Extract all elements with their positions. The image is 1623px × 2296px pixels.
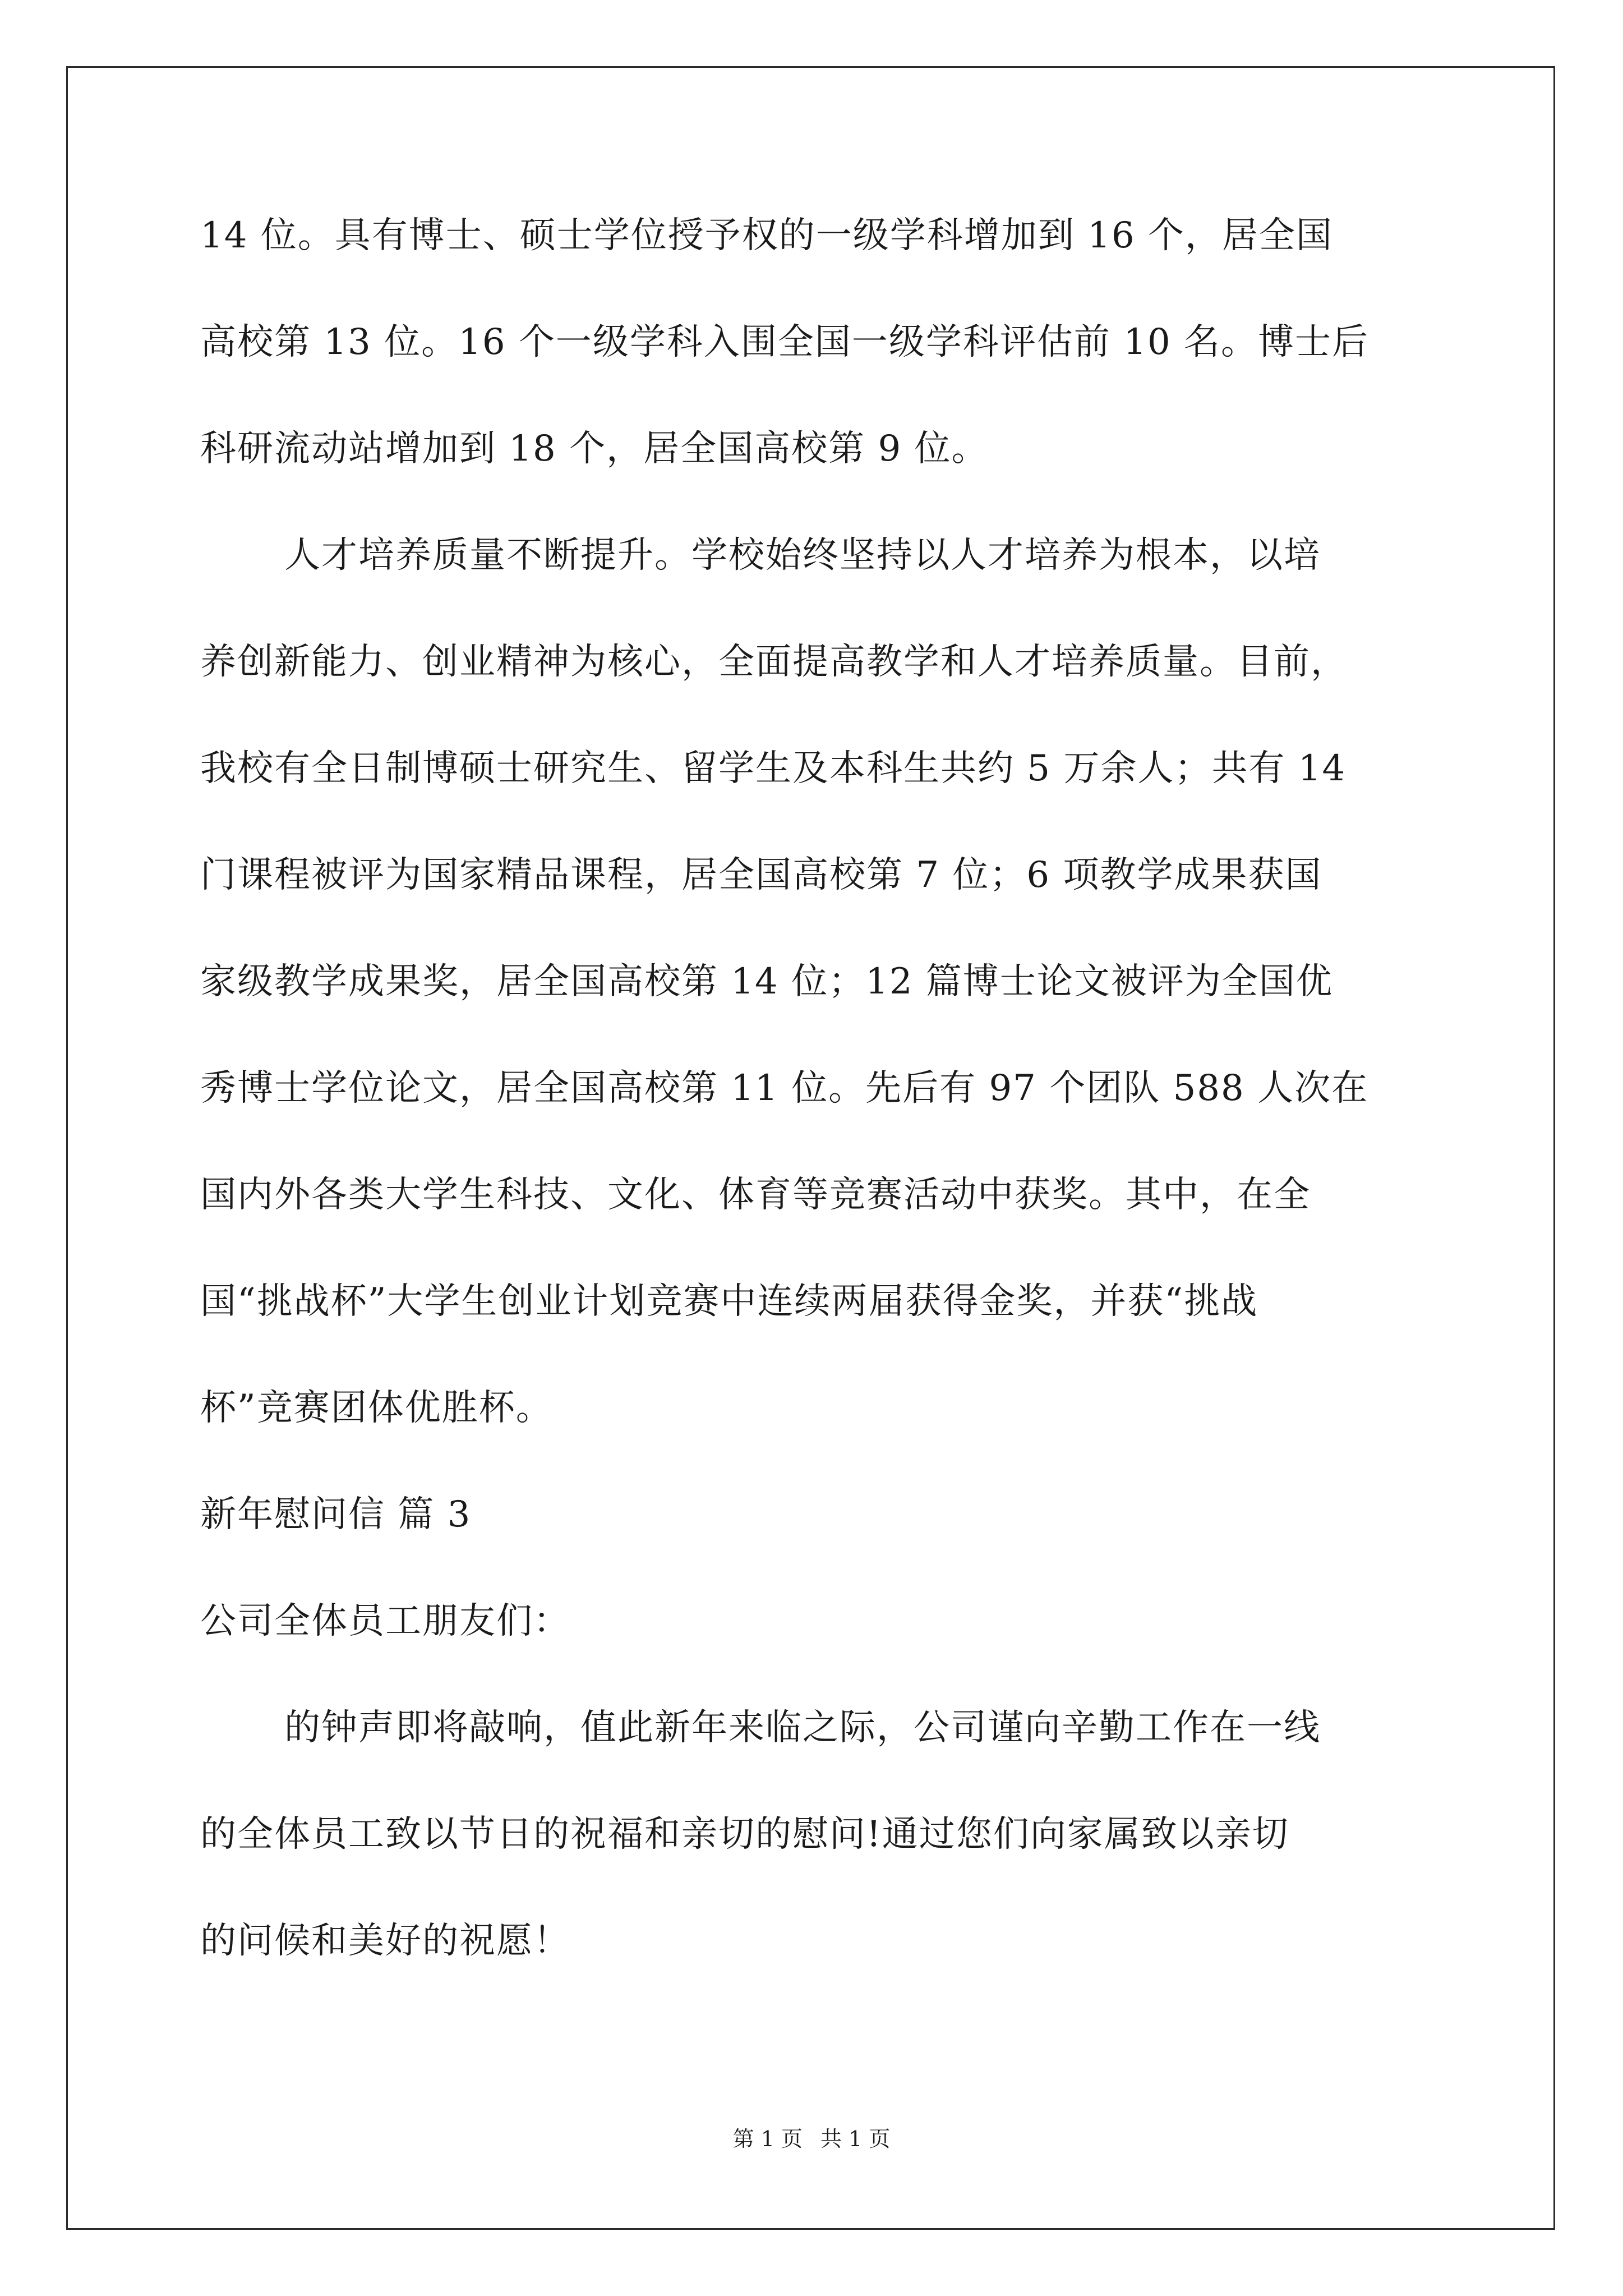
body-line: 14 位。具有博士、硕士学位授予权的一级学科增加到 16 个，居全国 — [200, 215, 1333, 256]
salutation: 公司全体员工朋友们： — [200, 1600, 570, 1642]
body-line: 科研流动站增加到 18 个，居全国高校第 9 位。 — [200, 428, 989, 470]
body-line: 我校有全日制博硕士研究生、留学生及本科生共约 5 万余人；共有 14 — [200, 748, 1347, 789]
body-line: 养创新能力、创业精神为核心，全面提高教学和人才培养质量。目前， — [200, 641, 1348, 683]
page-total: 共 1 页 — [820, 2127, 891, 2151]
body-line: 的全体员工致以节日的祝福和亲切的慰问!通过您们向家属致以亲切 — [200, 1814, 1289, 1855]
section-heading: 新年慰问信 篇 3 — [200, 1494, 472, 1535]
body-line: 国内外各类大学生科技、文化、体育等竞赛活动中获奖。其中，在全 — [200, 1174, 1311, 1216]
body-line: 门课程被评为国家精品课程，居全国高校第 7 位；6 项教学成果获国 — [200, 854, 1322, 896]
paragraph-start-line: 人才培养质量不断提升。学校始终坚持以人才培养为根本，以培 — [284, 535, 1321, 576]
paragraph-start-line: 的钟声即将敲响，值此新年来临之际，公司谨向辛勤工作在一线 — [284, 1707, 1321, 1749]
body-line: 杯”竞赛团体优胜杯。 — [200, 1387, 553, 1429]
body-line: 秀博士学位论文，居全国高校第 11 位。先后有 97 个团队 588 人次在 — [200, 1068, 1369, 1109]
page-border — [66, 66, 1555, 2230]
body-line: 高校第 13 位。16 个一级学科入围全国一级学科评估前 10 名。博士后 — [200, 321, 1370, 363]
page-number: 第 1 页 — [732, 2127, 803, 2151]
body-line: 的问候和美好的祝愿！ — [200, 1920, 570, 1962]
page-footer — [0, 2125, 1623, 2153]
body-line: 国“挑战杯”大学生创业计划竞赛中连续两届获得金奖，并获“挑战 — [200, 1281, 1258, 1322]
body-line: 家级教学成果奖，居全国高校第 14 位；12 篇博士论文被评为全国优 — [200, 961, 1333, 1002]
